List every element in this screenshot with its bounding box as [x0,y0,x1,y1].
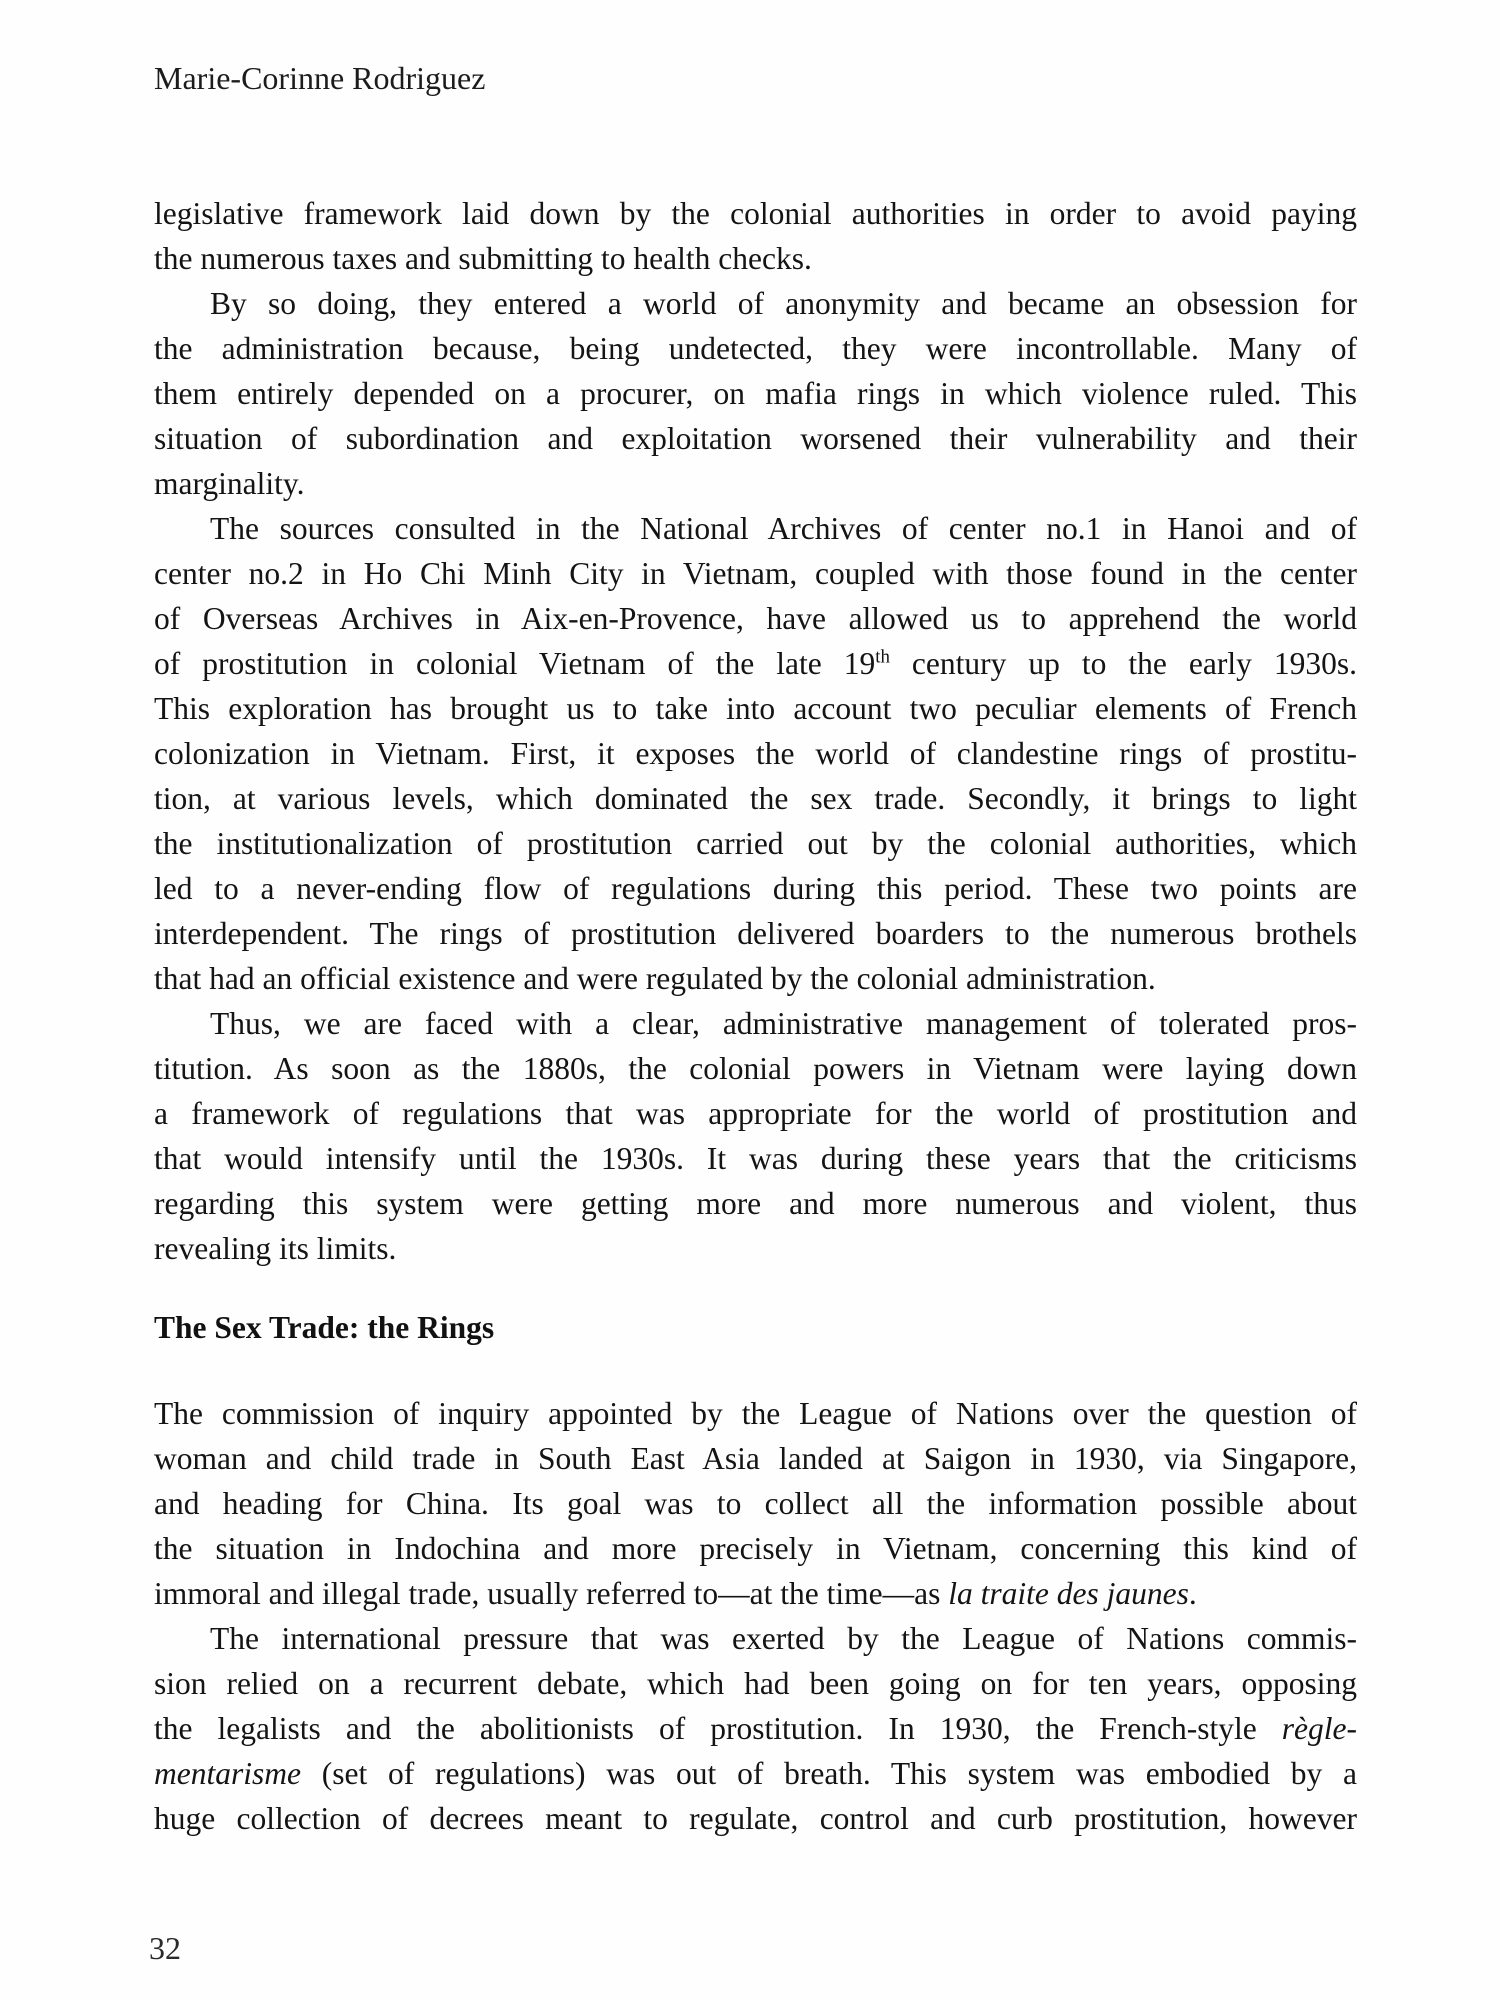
text-line [154,1571,1357,1616]
text-line: Thus, we are faced with a clear, administrative management of tolerated pros- [210,1006,1357,1041]
superscript-ordinal: th [875,646,890,668]
text-line [154,1706,1357,1751]
page-number: 32 [149,1930,181,1966]
text-fragment: . [1188,1576,1197,1611]
italic-phrase: règle- [1281,1711,1357,1746]
text-line: and heading for China. Its goal was to collect all the information possible about [154,1486,1357,1521]
text-line: a framework of regulations that was appropriate for the world of prostitution and [154,1096,1357,1131]
body-text-section-1 [154,191,1357,1271]
italic-phrase: mentarisme [154,1756,301,1791]
text-line: The commission of inquiry appointed by the League of Nations over the question of [154,1396,1357,1431]
text-line: woman and child trade in South East Asia landed at Saigon in 1930, via Singapore, [154,1441,1357,1476]
text-line: titution. As soon as the 1880s, the colonial powers in Vietnam were laying down [154,1051,1357,1086]
text-line: marginality. [154,466,305,501]
text-fragment: the legalists and the abolitionists of prostitution. In 1930, the French-style [154,1711,1282,1746]
text-line: center no.2 in Ho Chi Minh City in Vietnam, coupled with those found in the center [154,556,1357,591]
text-line: regarding this system were getting more and more numerous and violent, thus [154,1186,1357,1221]
text-fragment: of prostitution in colonial Vietnam of the late 19 [154,646,876,681]
text-line: the situation in Indochina and more precisely in Vietnam, concerning this kind of [154,1531,1357,1566]
text-line: that had an official existence and were regulated by the colonial administration. [154,961,1156,996]
text-line: The sources consulted in the National Archives of center no.1 in Hanoi and of [210,511,1357,546]
text-line: By so doing, they entered a world of anonymity and became an obsession for [210,286,1357,321]
text-line: led to a never-ending flow of regulations during this period. These two points are [154,871,1357,906]
text-fragment: immoral and illegal trade, usually referred to—at the time—as [154,1576,949,1611]
running-head-author: Marie-Corinne Rodriguez [154,60,486,96]
text-line: colonization in Vietnam. First, it exposes the world of clandestine rings of prostitu- [154,736,1357,771]
text-fragment: (set of regulations) was out of breath. This system was embodied by a [300,1756,1357,1791]
text-line: This exploration has brought us to take into account two peculiar elements of French [154,691,1357,726]
text-line [154,1751,1357,1796]
text-line: of Overseas Archives in Aix-en-Provence, have allowed us to apprehend the world [154,601,1357,636]
text-line: tion, at various levels, which dominated the sex trade. Secondly, it brings to light [154,781,1357,816]
text-line: The international pressure that was exerted by the League of Nations commis- [210,1621,1357,1656]
text-line: legislative framework laid down by the colonial authorities in order to avoid paying [154,196,1357,231]
text-line: that would intensify until the 1930s. It was during these years that the criticisms [154,1141,1357,1176]
italic-phrase: la traite des jaunes [948,1576,1189,1611]
text-line: huge collection of decrees meant to regulate, control and curb prostitution, however [154,1801,1357,1836]
text-line: sion relied on a recurrent debate, which had been going on for ten years, opposing [154,1666,1357,1701]
body-text-section-2 [154,1391,1357,1841]
text-fragment: century up to the early 1930s. [889,646,1357,681]
section-heading: The Sex Trade: the Rings [154,1310,495,1345]
text-line: the numerous taxes and submitting to health checks. [154,241,812,276]
text-line: them entirely depended on a procurer, on mafia rings in which violence ruled. This [154,376,1357,411]
text-line: the administration because, being undetected, they were incontrollable. Many of [154,331,1357,366]
text-line: revealing its limits. [154,1231,397,1266]
text-line [154,641,1357,686]
text-line: the institutionalization of prostitution carried out by the colonial authorities, which [154,826,1357,861]
text-line: interdependent. The rings of prostitution delivered boarders to the numerous brothels [154,916,1357,951]
text-line: situation of subordination and exploitation worsened their vulnerability and their [154,421,1357,456]
